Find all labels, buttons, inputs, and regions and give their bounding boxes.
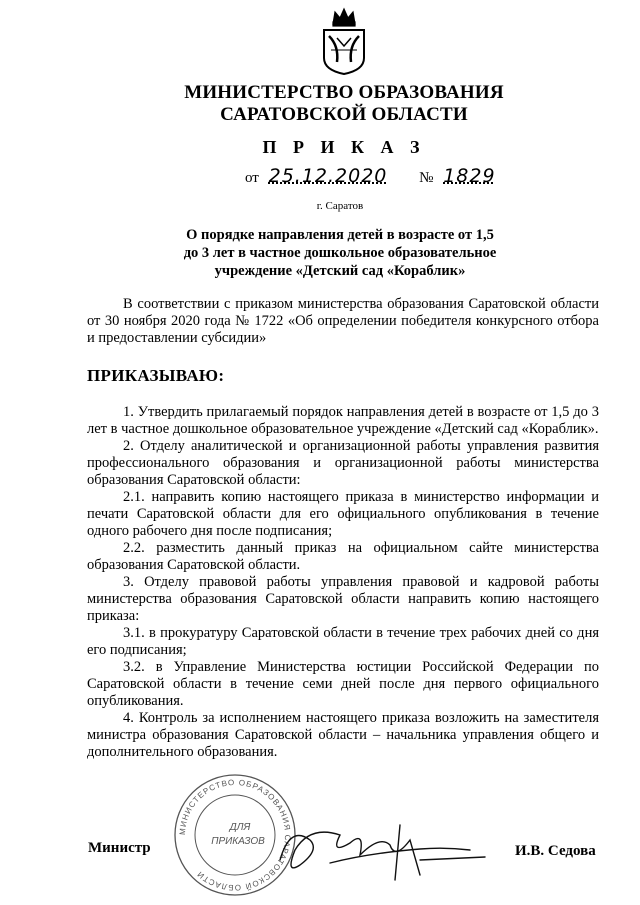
order-subject <box>130 226 550 280</box>
saratov-coat-of-arms-icon <box>319 6 369 76</box>
order-item: 3.2. в Управление Министерства юстиции Российской Федерации по Саратовской области в течение семи дней после дня первого официального опубликования. <box>87 659 599 709</box>
subject-line: О порядке направления детей в возрасте от 1,5 <box>186 227 494 243</box>
org-name-line1: МИНИСТЕРСТВО ОБРАЗОВАНИЯ <box>184 82 504 103</box>
order-item: 1. Утвердить прилагаемый порядок направления детей в возрасте от 1,5 до 3 лет в частное дошкольное образовательное учреждение «Детский сад «Кораблик». <box>87 404 599 437</box>
stamp-center-line2: ПРИКАЗОВ <box>211 836 265 847</box>
order-number: 1829 <box>443 165 496 187</box>
order-item: 2.1. направить копию настоящего приказа в министерство информации и печати Саратовской области для его официального опубликования в течение одного рабочего дня после подписания; <box>87 489 599 539</box>
number-prefix: № <box>419 170 434 186</box>
stamp-ring-text: МИНИСТЕРСТВО ОБРАЗОВАНИЯ САРАТОВСКОЙ ОБЛАСТИ <box>177 777 293 893</box>
signer-name: И.В. Седова <box>515 843 596 859</box>
subject-line: учреждение «Детский сад «Кораблик» <box>214 263 466 279</box>
city-label: г. Саратов <box>316 200 364 212</box>
order-title: П Р И К А З <box>262 137 426 157</box>
order-item: 3. Отделу правовой работы управления правовой и кадровой работы министерства образования Саратовской области направить копию настоящего приказа: <box>87 574 599 624</box>
preamble: В соответствии с приказом министерства образования Саратовской области от 30 ноября 2020 года № 1722 «Об определении победителя конкурсного отбора и предоставлении субсидии» <box>87 296 599 346</box>
order-item: 2.2. разместить данный приказ на официальном сайте министерства образования Саратовской области. <box>87 540 599 573</box>
org-name-line2: САРАТОВСКОЙ ОБЛАСТИ <box>220 104 468 125</box>
signer-position: Министр <box>88 840 151 856</box>
handwritten-signature <box>270 805 490 885</box>
order-date-number-line <box>245 165 496 187</box>
order-item: 2. Отделу аналитической и организационной работы управления развития профессионального образования и организационной работы министерства образования Саратовской области: <box>87 438 599 488</box>
order-item: 4. Контроль за исполнением настоящего приказа возложить на заместителя министра образования Саратовской области – начальника управления общего и дополнительного образования. <box>87 710 599 760</box>
order-item: 3.1. в прокуратуру Саратовской области в течение трех рабочих дней со дня его подписания; <box>87 625 599 658</box>
subject-line: до 3 лет в частное дошкольное образовательное <box>183 245 497 261</box>
stamp-center-line1: ДЛЯ <box>229 822 251 833</box>
order-command: ПРИКАЗЫВАЮ: <box>87 366 225 385</box>
date-prefix: от <box>245 170 259 186</box>
order-date: 25.12.2020 <box>268 165 388 187</box>
order-items <box>87 404 599 761</box>
